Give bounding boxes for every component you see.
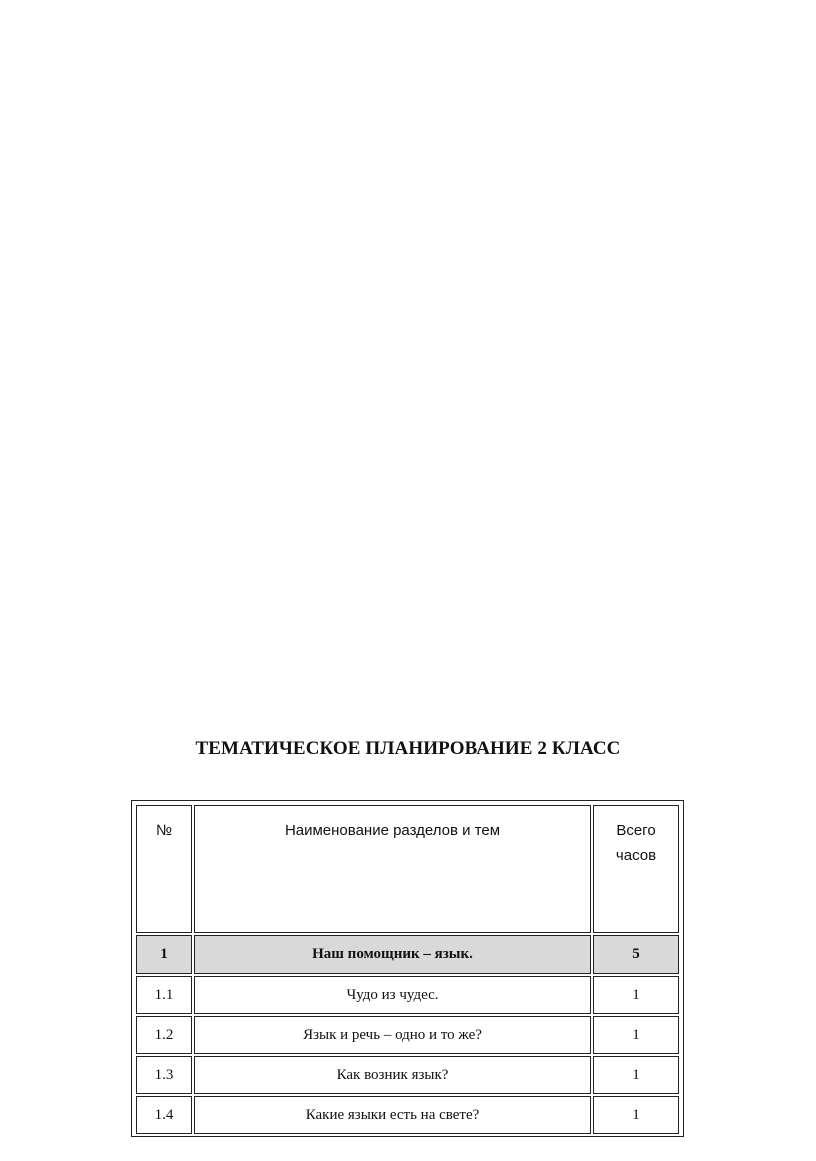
header-num: № (136, 805, 192, 933)
thematic-plan-table-frame (131, 800, 684, 1137)
row-name: Как возник язык? (194, 1056, 591, 1094)
thematic-plan-table (134, 803, 681, 1136)
row-num: 1.4 (136, 1096, 192, 1134)
table-row (136, 1096, 679, 1134)
table-row (136, 1016, 679, 1054)
table-row (136, 976, 679, 1014)
row-name: Чудо из чудес. (194, 976, 591, 1014)
document-title: ТЕМАТИЧЕСКОЕ ПЛАНИРОВАНИЕ 2 КЛАСС (195, 738, 621, 759)
header-hours-line1: Всего (616, 822, 656, 839)
section-name: Наш помощник – язык. (194, 935, 591, 974)
section-num: 1 (136, 935, 192, 974)
header-hours-line2: часов (615, 847, 657, 864)
row-hours: 1 (593, 1056, 679, 1094)
row-hours: 1 (593, 1016, 679, 1054)
header-hours (593, 805, 679, 933)
row-num: 1.1 (136, 976, 192, 1014)
section-hours: 5 (593, 935, 679, 974)
row-num: 1.3 (136, 1056, 192, 1094)
section-row (136, 935, 679, 974)
row-num: 1.2 (136, 1016, 192, 1054)
row-name: Язык и речь – одно и то же? (194, 1016, 591, 1054)
row-name: Какие языки есть на свете? (194, 1096, 591, 1134)
table-header-row (136, 805, 679, 933)
row-hours: 1 (593, 976, 679, 1014)
table-row (136, 1056, 679, 1094)
row-hours: 1 (593, 1096, 679, 1134)
header-name: Наименование разделов и тем (194, 805, 591, 933)
